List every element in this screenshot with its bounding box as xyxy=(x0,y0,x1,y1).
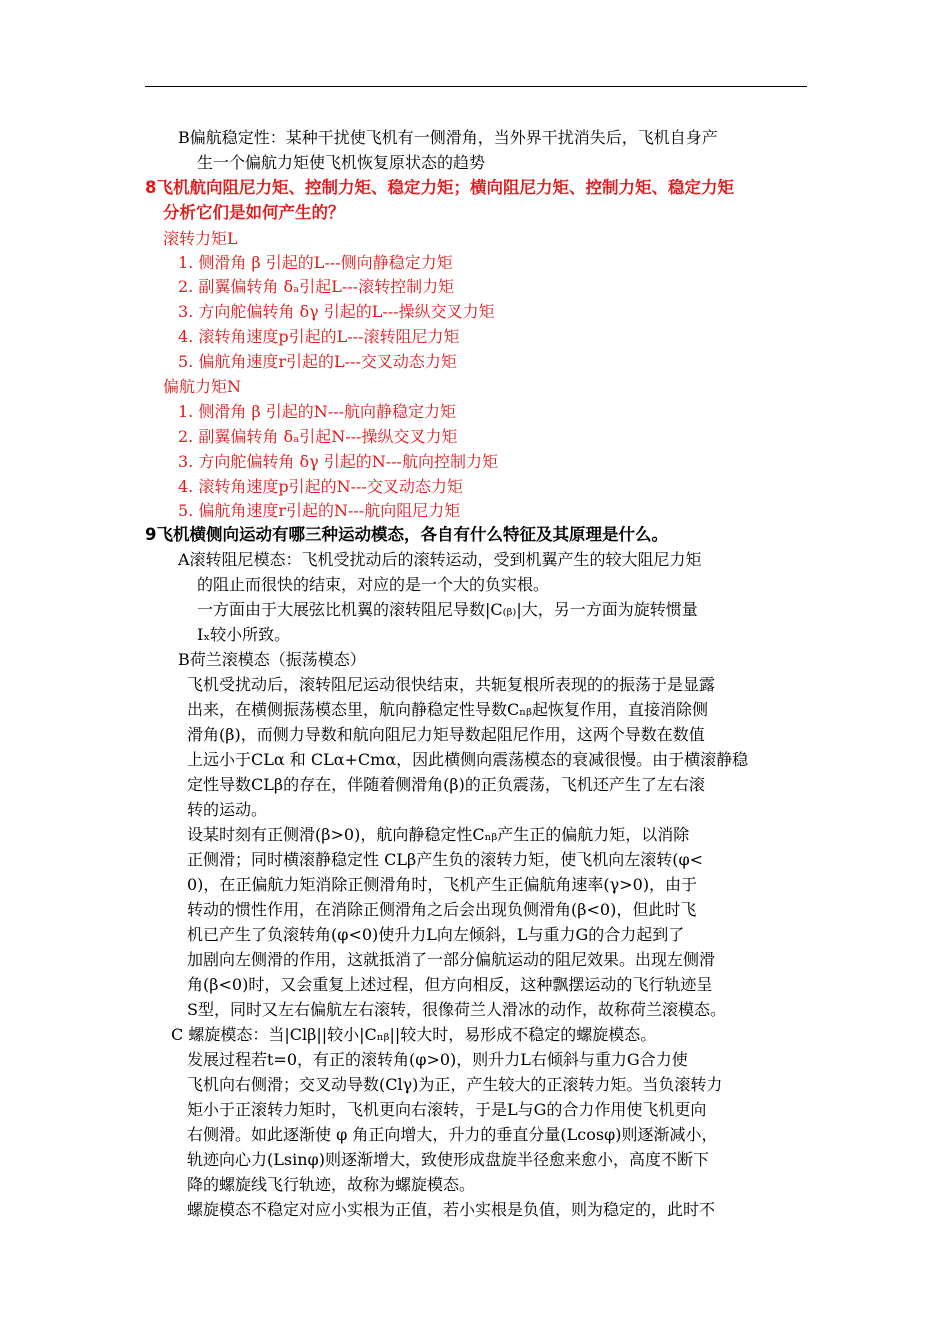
text-line: B偏航稳定性：某种干扰使飞机有一侧滑角，当外界干扰消失后，飞机自身产 xyxy=(178,128,718,147)
list-item: 2. 副翼偏转角 δₐ引起L---滚转控制力矩 xyxy=(178,277,455,296)
text-line: 加剧向左侧滑的作用，这就抵消了一部分偏航运动的阻尼效果。出现左侧滑 xyxy=(187,950,716,969)
text-line: 轨迹向心力(Lsinφ)则逐渐增大，致使形成盘旋半径愈来愈小，高度不断下 xyxy=(187,1150,709,1169)
text-line: 生一个偏航力矩使飞机恢复原状态的趋势 xyxy=(197,153,486,172)
question-9-heading: 9飞机横侧向运动有哪三种运动模态，各自有什么特征及其原理是什么。 xyxy=(145,525,668,544)
text-line: 螺旋模态不稳定对应小实根为正值，若小实根是负值，则为稳定的，此时不 xyxy=(187,1200,716,1219)
text-line: 的阻止而很快的结束，对应的是一个大的负实根。 xyxy=(197,575,550,594)
text-line: 0)，在正偏航力矩消除正侧滑角时，飞机产生正偏航角速率(γ>0)，由于 xyxy=(187,875,698,894)
list-item: 2. 副翼偏转角 δₐ引起N---操纵交叉力矩 xyxy=(178,427,458,446)
text-line: 降的螺旋线飞行轨迹，故称为螺旋模态。 xyxy=(187,1175,476,1194)
list-item: 1. 侧滑角 β 引起的N---航向静稳定力矩 xyxy=(178,402,456,421)
text-line: A滚转阻尼模态：飞机受扰动后的滚转运动，受到机翼产生的较大阻尼力矩 xyxy=(178,550,702,569)
text-line: 滑角(β)，而侧力导数和航向阻尼力矩导数起阻尼作用，这两个导数在数值 xyxy=(187,725,705,744)
question-8-heading-cont: 分析它们是如何产生的？ xyxy=(163,203,345,222)
list-item: 3. 方向舵偏转角 δγ 引起的N---航向控制力矩 xyxy=(178,452,498,471)
header-rule xyxy=(145,86,807,87)
text-line: 出来，在横侧振荡模态里，航向静稳定性导数Cₙᵦ起恢复作用，直接消除侧 xyxy=(187,700,708,719)
text-line: B荷兰滚模态（振荡模态） xyxy=(178,650,366,669)
text-line: 矩小于正滚转力矩时，飞机更向右滚转，于是L与G的合力作用使飞机更向 xyxy=(187,1100,707,1119)
list-item: 4. 滚转角速度p引起的N---交叉动态力矩 xyxy=(178,477,463,496)
text-line: 定性导数CLβ的存在，伴随着侧滑角(β)的正负震荡，飞机还产生了左右滚 xyxy=(187,775,705,794)
text-line: Iₓ较小所致。 xyxy=(197,625,291,644)
text-line: 发展过程若t=0，有正的滚转角(φ>0)，则升力L右倾斜与重力G合力使 xyxy=(187,1050,688,1069)
text-line: 转动的惯性作用，在消除正侧滑角之后会出现负侧滑角(β<0)，但此时飞 xyxy=(187,900,697,919)
text-line: 正侧滑；同时横滚静稳定性 CLβ产生负的滚转力矩，使飞机向左滚转(φ< xyxy=(187,850,704,869)
text-line: 角(β<0)时，又会重复上述过程，但方向相反，这种飘摆运动的飞行轨迹呈 xyxy=(187,975,713,994)
text-line: 右侧滑。如此逐渐使 φ 角正向增大，升力的垂直分量(Lcosφ)则逐渐减小， xyxy=(187,1125,718,1144)
rolling-moment-title: 滚转力矩L xyxy=(163,229,238,248)
question-8-heading: 8飞机航向阻尼力矩、控制力矩、稳定力矩；横向阻尼力矩、控制力矩、稳定力矩 xyxy=(145,178,734,197)
text-line: S型，同时又左右偏航左右滚转，很像荷兰人滑冰的动作，故称荷兰滚模态。 xyxy=(187,1000,726,1019)
text-line: 设某时刻有正侧滑(β>0)，航向静稳定性Cₙᵦ产生正的偏航力矩，以消除 xyxy=(187,825,690,844)
text-line: 飞机向右侧滑；交叉动导数(Clγ)为正，产生较大的正滚转力矩。当负滚转力 xyxy=(187,1075,723,1094)
text-line: 转的运动。 xyxy=(187,800,268,819)
text-line: 一方面由于大展弦比机翼的滚转阻尼导数|C₍ᵦ₎|大，另一方面为旋转惯量 xyxy=(197,600,698,619)
yawing-moment-title: 偏航力矩N xyxy=(163,377,242,396)
list-item: 5. 偏航角速度r引起的L---交叉动态力矩 xyxy=(178,352,457,371)
list-item: 1. 侧滑角 β 引起的L---侧向静稳定力矩 xyxy=(178,253,453,272)
text-line: 机已产生了负滚转角(φ<0)使升力L向左倾斜，L与重力G的合力起到了 xyxy=(187,925,685,944)
list-item: 5. 偏航角速度r引起的N---航向阻尼力矩 xyxy=(178,501,461,520)
list-item: 4. 滚转角速度p引起的L---滚转阻尼力矩 xyxy=(178,327,460,346)
list-item: 3. 方向舵偏转角 δγ 引起的L---操纵交叉力矩 xyxy=(178,302,495,321)
text-line: 上远小于CLα 和 CLα+Cmα，因此横侧向震荡模态的衰减很慢。由于横滚静稳 xyxy=(187,750,749,769)
text-line: 飞机受扰动后，滚转阻尼运动很快结束，共轭复根所表现的的振荡于是显露 xyxy=(187,675,716,694)
text-line: C 螺旋模态：当|Clβ||较小|Cₙᵦ||较大时，易形成不稳定的螺旋模态。 xyxy=(171,1025,657,1044)
